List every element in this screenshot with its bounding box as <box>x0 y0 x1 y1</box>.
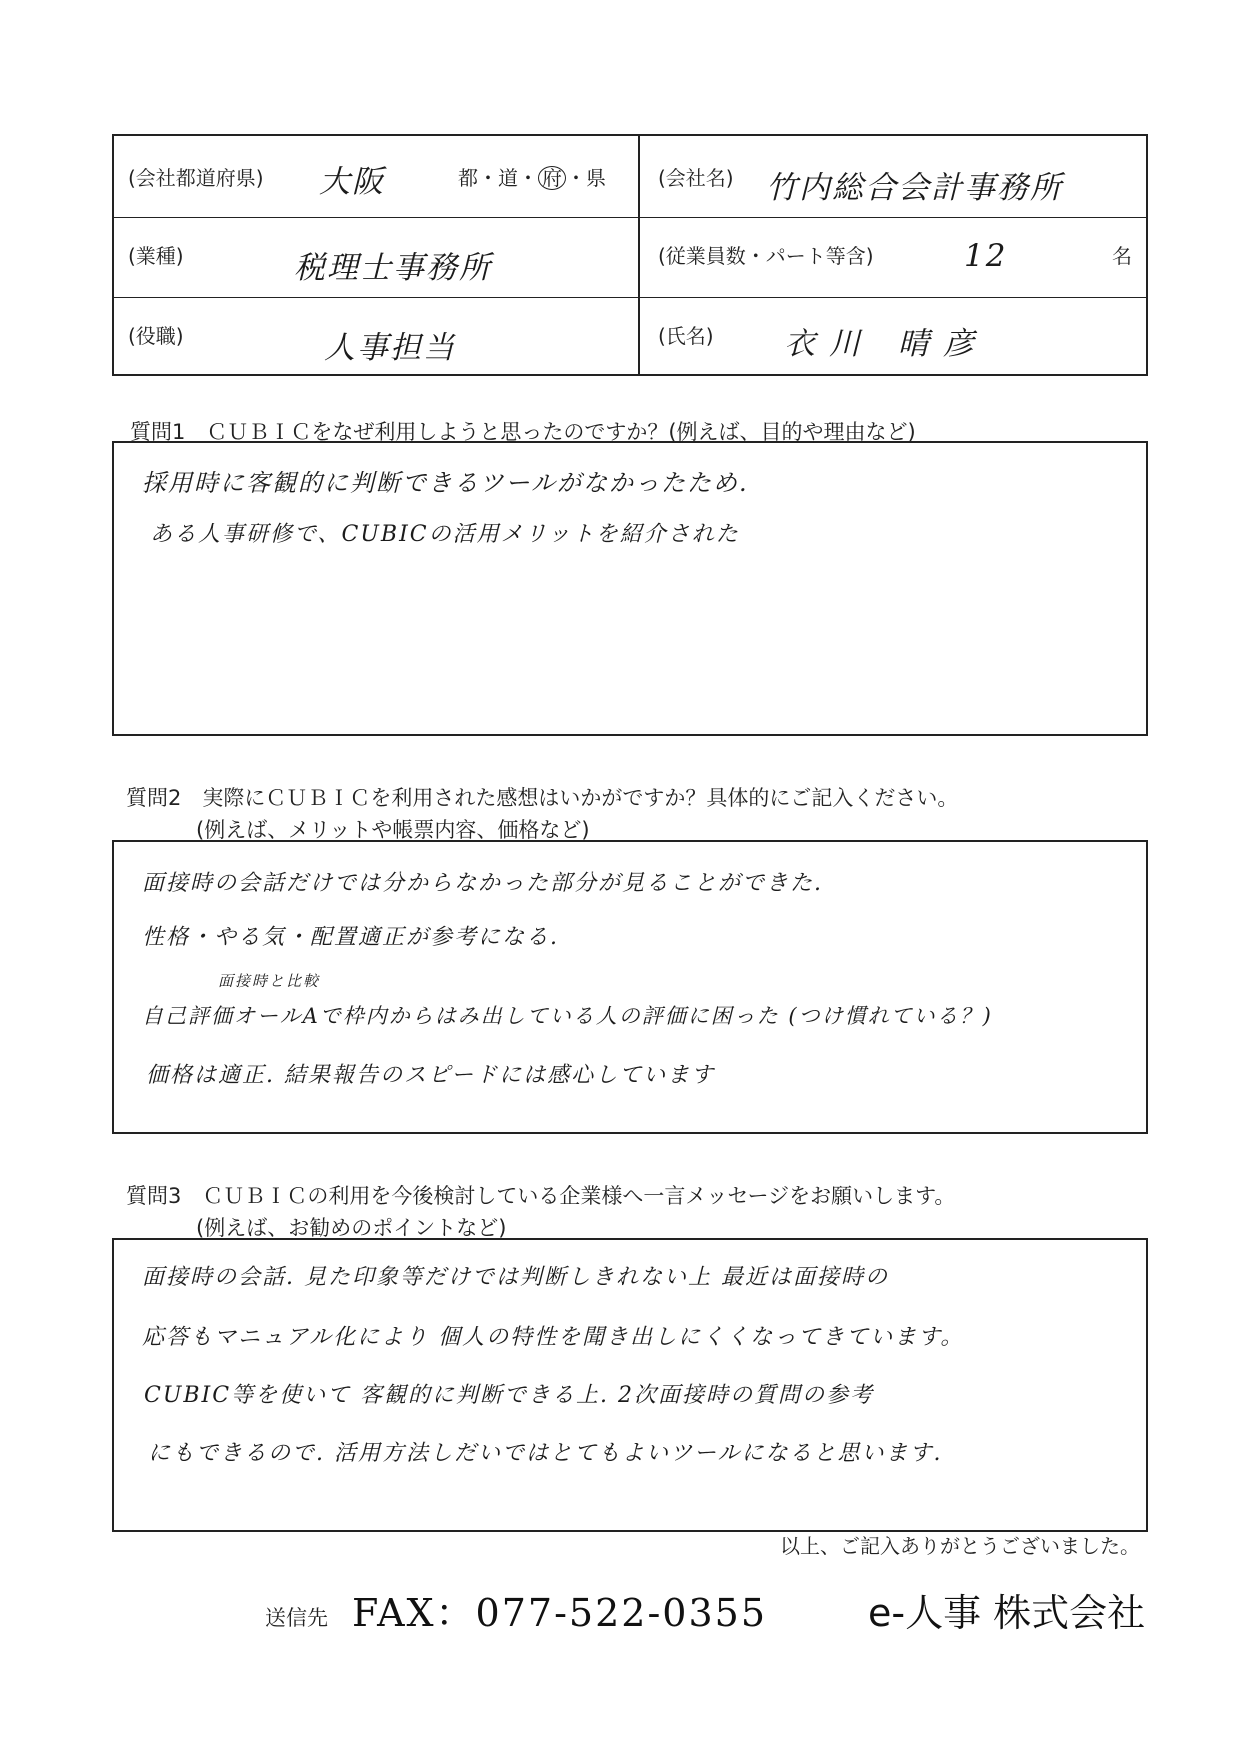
q2-answer-line-2: 性格・やる気・配置適正が参考になる. <box>142 925 559 950</box>
info-row-1 <box>114 136 1146 218</box>
q1-answer-line-2: ある人事研修で、CUBICの活用メリットを紹介された <box>150 522 740 547</box>
q2-answer-line-4: 価格は適正. 結果報告のスピードには感心しています <box>146 1063 716 1088</box>
name-value: 衣川 晴彦 <box>784 326 988 362</box>
info-column-divider <box>638 136 640 374</box>
prefecture-fu-circled: 府 <box>538 166 566 190</box>
fax-destination-label: 送信先 <box>265 1606 328 1630</box>
q2-title: 質問2 実際にＣＵＢＩＣを利用された感想はいかがですか？具体的にご記入ください。 <box>126 786 959 810</box>
q2-answer-note: 面接時と比較 <box>218 972 321 990</box>
q3-answer-line-1: 面接時の会話. 見た印象等だけでは判断しきれない上 最近は面接時の <box>142 1265 889 1290</box>
q1-title: 質問1 ＣＵＢＩＣをなぜ利用しようと思ったのですか？(例えば、目的や理由など) <box>130 420 916 444</box>
info-row-3 <box>114 298 1146 376</box>
q3-answer-box <box>112 1238 1148 1532</box>
q2-answer-line-3: 自己評価オールAで枠内からはみ出している人の評価に困った (つけ慣れている？) <box>142 1004 993 1028</box>
thanks-note: 以上、ご記入ありがとうございました。 <box>780 1534 1140 1558</box>
q1-answer-box <box>112 441 1148 736</box>
q3-answer-line-3: CUBIC等を使いて 客観的に判断できる上. 2次面接時の質問の参考 <box>144 1383 875 1408</box>
position-label: (役職) <box>128 324 184 348</box>
q3-answer-line-2: 応答もマニュアル化により 個人の特性を聞き出しにくくなってきています。 <box>142 1325 965 1350</box>
employees-unit: 名 <box>1112 244 1132 268</box>
company-label: (会社名) <box>658 166 734 190</box>
industry-value: 税理士事務所 <box>294 250 492 286</box>
company-value: 竹内総合会計事務所 <box>766 170 1063 206</box>
fax-number: FAX：077-522-0355 <box>352 1591 768 1635</box>
company-info-table <box>112 134 1148 376</box>
prefecture-suffix: 都・道・ 府 ・県 <box>458 166 606 190</box>
prefecture-label: (会社都道府県) <box>128 166 264 190</box>
employees-label: (従業員数・パート等含) <box>658 244 874 268</box>
industry-label: (業種) <box>128 244 184 268</box>
q3-subtitle: (例えば、お勧めのポイントなど) <box>196 1216 507 1240</box>
position-value: 人事担当 <box>324 330 456 366</box>
q1-answer-line-1: 採用時に客観的に判断できるツールがなかったため. <box>142 469 749 497</box>
employees-value: 12 <box>964 238 1008 274</box>
info-row-2 <box>114 218 1146 298</box>
prefecture-value: 大阪 <box>319 164 385 200</box>
q2-answer-box <box>112 840 1148 1134</box>
company-name: e-人事 株式会社 <box>868 1591 1146 1635</box>
q2-subtitle: (例えば、メリットや帳票内容、価格など) <box>196 818 590 842</box>
q3-title: 質問3 ＣＵＢＩＣの利用を今後検討している企業様へ一言メッセージをお願いします。 <box>126 1184 956 1208</box>
q3-answer-line-4: にもできるので. 活用方法しだいではとてもよいツールになると思います. <box>148 1441 943 1466</box>
name-label: (氏名) <box>658 324 714 348</box>
q2-answer-line-1: 面接時の会話だけでは分からなかった部分が見ることができた. <box>142 871 823 896</box>
